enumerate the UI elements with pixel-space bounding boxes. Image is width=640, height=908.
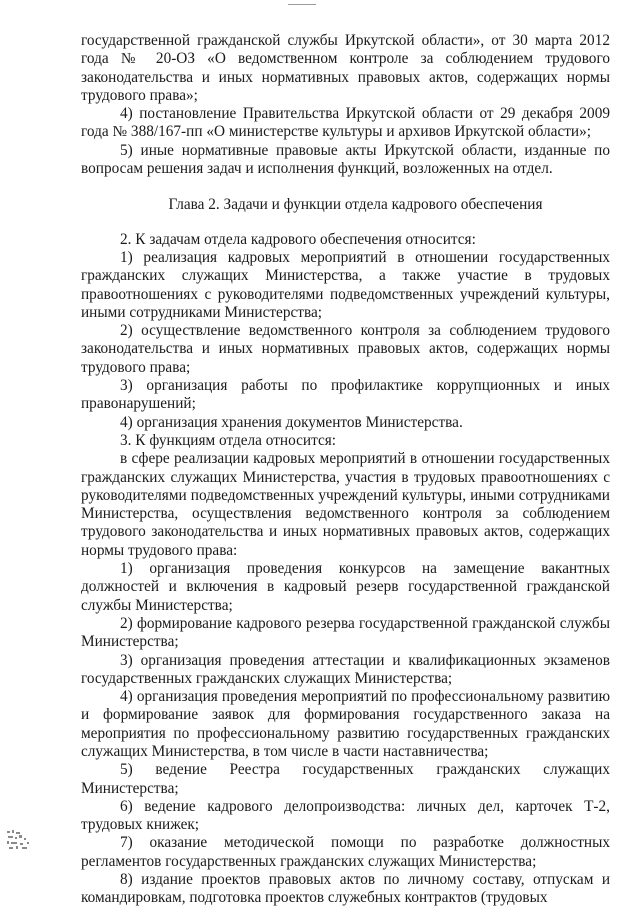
- paragraph-task-3: 3) организация работы по профилактике коррупционных и иных правонарушений;: [81, 377, 610, 413]
- paragraph-function-7: 7) оказание методической помощи по разработке должностных регламентов государственных гражданских служащих Министерства;: [81, 834, 610, 870]
- paragraph-task-4: 4) организация хранения документов Министерства.: [120, 413, 463, 431]
- document-page: [81, 32, 610, 908]
- spacer: [81, 178, 610, 196]
- paragraph-function-5: 5) ведение Реестра государственных гражданских служащих Министерства;: [81, 761, 610, 797]
- paragraph-function-2: 2) формирование кадрового резерва государственной гражданской службы Министерства;: [81, 614, 610, 651]
- paragraph-function-4: 4) организация проведения мероприятий по профессиональному развитию и формирование заявок для формирования государственного заказа на мероприятия по профессиональному развитию государственных гражданских служащих Министерства, в том числе в части наставничества;: [81, 688, 610, 760]
- paragraph-task-2: 2) осуществление ведомственного контроля за соблюдением трудового законодательства и иных нормативных правовых актов, содержащих нормы трудового права;: [81, 322, 610, 376]
- paragraph-task-1: 1) реализация кадровых мероприятий в отношении государственных гражданских служащих Министерства, а также участие в трудовых правоотношениях с руководителями подведомственных учреждений культуры, иными сотрудниками Министерства;: [81, 248, 610, 321]
- paragraph-item-4-resolution: 4) постановление Правительства Иркутской области от 29 декабря 2009 года № 388/167-пп «О министерстве культуры и архивов Иркутской области»;: [81, 105, 610, 141]
- paragraph-function-6: 6) ведение кадрового делопроизводства: личных дел, карточек Т-2, трудовых книжек;: [81, 797, 610, 834]
- paragraph-functions-intro: 3. К функциям отдела относится:: [120, 431, 337, 449]
- scan-artifact: [6, 829, 34, 851]
- paragraph-function-1: 1) организация проведения конкурсов на замещение вакантных должностей и включения в кадровый резерв государственной гражданской службы Министерства;: [81, 560, 610, 614]
- paragraph-functions-scope: в сфере реализации кадровых мероприятий в отношении государственных гражданских служащих Министерства, участия в трудовых правоотношениях с руководителями подведомственных учреждений культуры, иными сотрудниками Министерства, осуществления ведомственного контроля за соблюдением трудового законодательства и иных нормативных правовых актов, содержащих нормы трудового права:: [81, 450, 610, 559]
- paragraph-tasks-intro: 2. К задачам отдела кадрового обеспечения относится:: [120, 230, 476, 248]
- chapter-heading: Глава 2. Задачи и функции отдела кадрового обеспечения: [168, 196, 543, 214]
- paragraph-intro-continuation: государственной гражданской службы Иркутской области», от 30 марта 2012 года № 20-ОЗ «О ведомственном контроле за соблюдением трудового законодательства и иных нормативных правовых актов, содержащих нормы трудового права»;: [81, 32, 610, 104]
- scan-top-mark: [288, 4, 316, 5]
- paragraph-function-8: 8) издание проектов правовых актов по личному составу, отпускам и командировкам, подготовка проектов служебных контрактов (трудовых: [81, 871, 610, 907]
- paragraph-function-3: 3) организация проведения аттестации и квалификационных экзаменов государственных гражданских служащих Министерства;: [81, 651, 610, 687]
- spacer: [81, 215, 610, 231]
- paragraph-item-5-other-acts: 5) иные нормативные правовые акты Иркутской области, изданные по вопросам решения задач и исполнения функций, возложенных на отдел.: [81, 141, 610, 178]
